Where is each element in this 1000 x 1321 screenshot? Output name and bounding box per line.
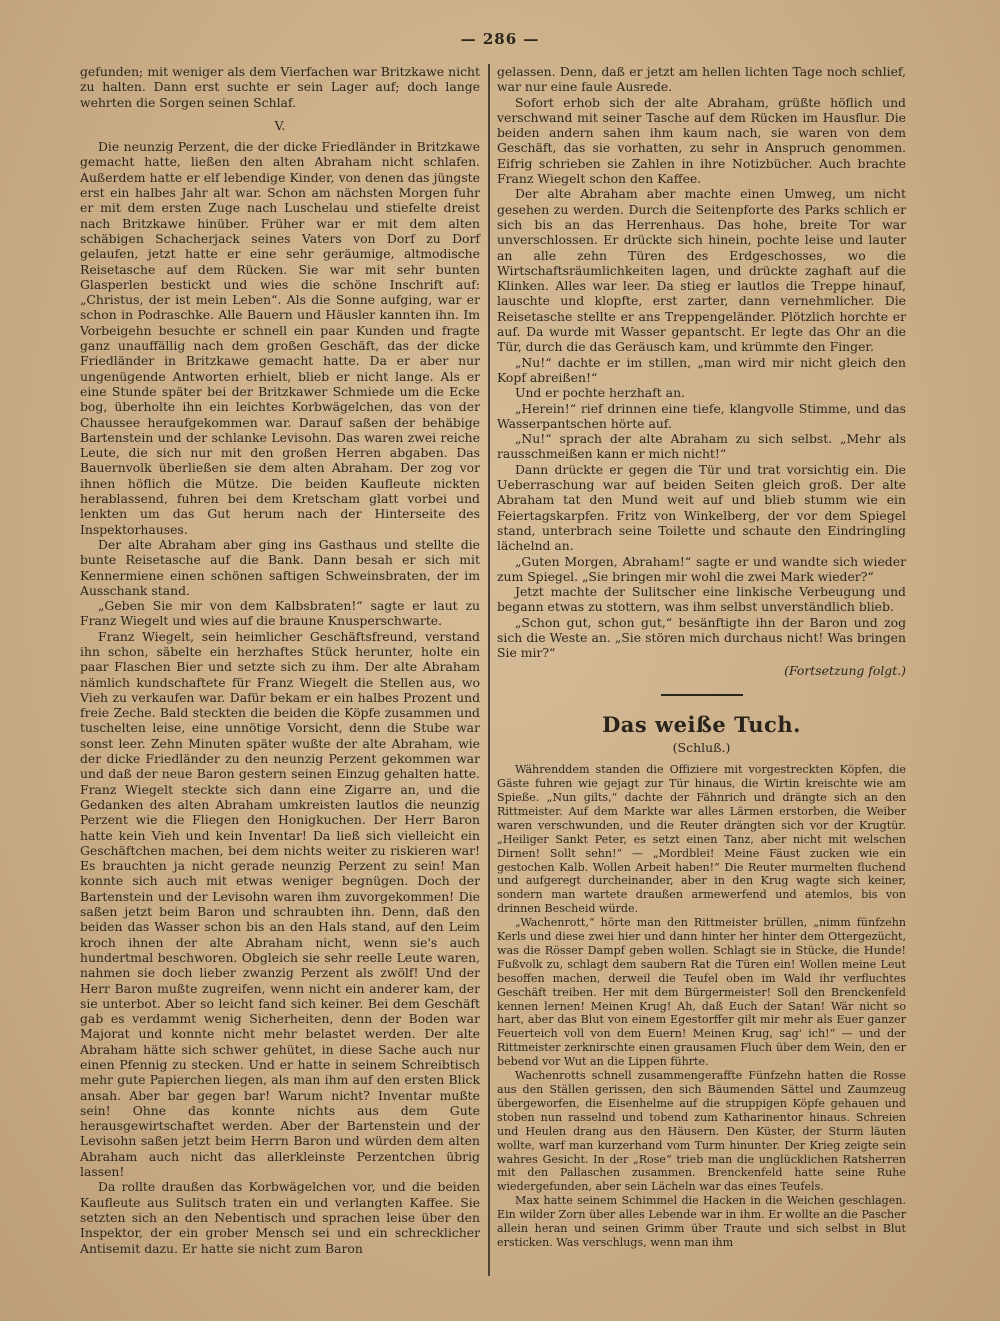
right-paragraph: Der alte Abraham aber machte einen Umweg, um nicht gesehen zu werden. Durch die Seitenpforte des Parks schlich er sich bis an das Herrenhaus. Das hohe, breite Tor war unverschlossen. Er drückte sich hinein, pochte leise und lauter an alle zehn Türen des Erdgeschosses, wo die Wirtschaftsräumlichkeiten lagen, und drückte zaghaft auf die Klinken. Alles war leer. Da stieg er lautlos die Treppe hinauf, lauschte und klopfte, erst zarter, dann vernehmlicher. Die Reisetasche stellte er ans Treppengeländer. Plötzlich horchte er auf. Da wurde mit Wasser gepantscht. Er legte das Ohr an die Tür, durch die das Geräusch kam, und krümmte den Finger.	[497, 186, 906, 355]
left-column	[80, 64, 480, 1256]
right-paragraph: „Herein!“ rief drinnen eine tiefe, klangvolle Stimme, und das Wasserpantschen hörte auf.	[497, 400, 906, 431]
story-paragraph: Max hatte seinem Schimmel die Hacken in die Weichen geschlagen. Ein wilder Zorn über alles Lebende war in ihm. Er wollte an die Pascher allein heran und seinen Grimm über Traute und sich selbst in Blut ersticken. Was verschlugs, wenn man ihm	[497, 1194, 906, 1249]
story-subtitle: (Schluß.)	[672, 739, 731, 755]
continuation-note: (Fortsetzung folgt.)	[784, 662, 906, 678]
section-heading: V.	[274, 117, 286, 133]
page-number: — 286 —	[460, 30, 540, 48]
left-paragraph: Da rollte draußen das Korbwägelchen vor, und die beiden Kaufleute aus Sulitsch traten ein und verlangten Kaffee. Sie setzten sich an den Nebentisch und sprachen leise über den Inspektor, der ein grober Mensch sei und ein schrecklicher Antisemit dazu. Er hatte sie nicht zum Baron	[80, 1179, 480, 1256]
story-body	[497, 763, 906, 1250]
right-column	[497, 64, 906, 1250]
right-paragraph: Dann drückte er gegen die Tür und trat vorsichtig ein. Die Ueberraschung war auf beiden Seiten gleich groß. Der alte Abraham tat den Mund weit auf und blieb stumm wie ein Feiertagskarpfen. Fritz von Winkelberg, der vor dem Spiegel stand, unterbrach seine Toilette und schaute den Eindringling lächelnd an.	[497, 461, 906, 554]
left-intro-paragraph: gefunden; mit weniger als dem Vierfachen war Britzkawe nicht zu halten. Dann erst suchte er sein Lager auf; doch lange wehrten die Sorgen seinen Schlaf.	[80, 64, 480, 110]
story-paragraph: Wachenrotts schnell zusammengeraffte Fünfzehn hatten die Rosse aus den Ställen gerissen, den sich Bäumenden Sättel und Zaumzeug übergeworfen, die Eisenhelme auf die struppigen Köpfe gehauen und stoben nun rasselnd und tobend zum Katharinentor hinaus. Schreien und Heulen drang aus den Häusern. Den Küster, der Sturm läuten wollte, warf man kurzerhand vom Turm hinunter. Der Krieg zeigte sein wahres Gesicht. In der „Rose“ trieb man die unglücklichen Ratsherren mit den Pallaschen zusammen. Brenckenfeld hatte seine Ruhe wiedergefunden, aber sein Lächeln war das eines Teufels.	[497, 1069, 906, 1194]
right-paragraph: „Nu!“ dachte er im stillen, „man wird mir nicht gleich den Kopf abreißen!“	[497, 354, 906, 385]
right-paragraph: Jetzt machte der Sulitscher eine linkische Verbeugung und begann etwas zu stottern, was ihm selbst unverständlich blieb.	[497, 584, 906, 615]
column-divider-rule	[488, 64, 490, 1276]
section-divider	[661, 694, 743, 696]
right-paragraph: „Nu!“ sprach der alte Abraham zu sich selbst. „Mehr als rausschmeißen kann er mich nicht!“	[497, 431, 906, 462]
right-paragraph: gelassen. Denn, daß er jetzt am hellen lichten Tage noch schlief, war nur eine faule Ausrede.	[497, 64, 906, 95]
right-paragraph: Sofort erhob sich der alte Abraham, grüßte höflich und verschwand mit seiner Tasche auf dem Rücken im Hausflur. Die beiden andern sahen ihm kaum nach, sie waren von dem Geschäft, das sie vorhatten, zu sehr in Anspruch genommen. Eifrig schrieben sie Zahlen in ihre Notizbücher. Auch brachte Franz Wiegelt schon den Kaffee.	[497, 94, 906, 187]
right-paragraph: „Schon gut, schon gut,“ besänftigte ihn der Baron und zog sich die Weste an. „Sie stören mich durchaus nicht! Was bringen Sie mir?“	[497, 614, 906, 661]
right-paragraph: Und er pochte herzhaft an.	[515, 385, 685, 401]
left-paragraph: Franz Wiegelt, sein heimlicher Geschäftsfreund, verstand ihn schon, säbelte ein herzhaftes Stück herunter, holte ein paar Flaschen Bier und setzte sich zu ihm. Der alte Abraham nämlich kundschaftete für Franz Wiegelt die Stellen aus, wo Vieh zu verkaufen war. Dafür bekam er ein halbes Prozent und freie Zeche. Bald steckten die beiden die Köpfe zusammen und tuschelten leise, eine unnötige Vorsicht, denn die Stube war sonst leer. Zehn Minuten später wußte der alte Abraham, wie der dicke Friedländer zu den neunzig Perzent gekommen war und daß der neue Baron gestern seinen Einzug gehalten hatte. Franz Wiegelt steckte sich dann eine Zigarre an, und die Gedanken des alten Abraham umkreisten lautlos die neunzig Perzent wie die Fliegen den Honigkuchen. Der Herr Baron hatte kein Vieh und kein Inventar! Da ließ sich vielleicht ein Geschäftchen machen, bei dem nichts weiter zu riskieren war! Es brauchten ja nicht gerade neunzig Perzent zu sein! Man konnte sich auch mit etwas weniger begnügen. Doch der Bartenstein und der Levisohn waren ihm zuvorgekommen! Die saßen jetzt beim Baron und schraubten ihn. Denn, daß den beiden das Wasser schon bis an den Hals stand, auf den Leim kroch ihnen der alte Abraham nicht, wenn sie's auch hundertmal beschworen. Obgleich sie sehr reelle Leute waren, nahmen sie doch lieber zwanzig Perzent als zwölf! Und der Herr Baron mußte zugreifen, wenn nicht ein anderer kam, der sie unterbot. Aber so leicht fand sich keiner. Bei dem Geschäft gab es verdammt wenig Sicherheiten, denn der Boden war Majorat und konnte nicht mehr belastet werden. Der alte Abraham hätte sich schwer gehütet, in diese Sache auch nur einen Pfennig zu stecken. Und er hatte in seinem Schreibtisch mehr gute Papierchen liegen, als man ihm auf den ersten Blick ansah. Aber bar gegen bar! Warum nicht? Inventar mußte sein! Ohne das konnte nichts aus dem Gute herausgewirtschaftet werden. Aber der Bartenstein und der Levisohn saßen jetzt beim Herrn Baron und würden dem alten Abraham auch nicht das allerkleinste Perzentchen übrig lassen!	[80, 628, 480, 1180]
left-paragraph: Die neunzig Perzent, die der dicke Friedländer in Britzkawe gemacht hatte, ließen den alten Abraham nicht schlafen. Außerdem hatte er elf lebendige Kinder, von denen das jüngste erst ein halbes Jahr alt war. Schon am nächsten Morgen fuhr er mit dem ersten Zuge nach Luschelau und stiefelte dreist nach Britzkawe hinüber. Früher war er mit dem alten schäbigen Schacherjack seines Vaters von Dorf zu Dorf gelaufen, jetzt hatte er eine sehr geräumige, altmodische Reisetasche auf dem Rücken. Sie war mit sehr bunten Glasperlen bestickt und wies die schöne Inschrift auf: „Christus, der ist mein Leben“. Als die Sonne aufging, war er schon in Podraschke. Alle Bauern und Häusler kannten ihn. Im Vorbeigehn besuchte er schnell ein paar Kunden und fragte ganz unauffällig nach dem großen Geschäft, das der dicke Friedländer in Britzkawe gemacht hatte. Da er aber nur ungenügende Antworten erhielt, blieb er nicht lange. Als er eine Stunde später bei der Britzkawer Schmiede um die Ecke bog, überholte ihn ein leichtes Korbwägelchen, das von der Chaussee heraufgekommen war. Darauf saßen der behäbige Bartenstein und der schlanke Levisohn. Das waren zwei reiche Leute, die sich nur mit den großen Herren abgaben. Das Bauernvolk überließen sie dem alten Abraham. Der zog vor ihnen höflich die Mütze. Die beiden Kaufleute nickten herablassend, fuhren bei dem Kretscham glatt vorbei und lenkten um das Gut herum nach der Hinterseite des Inspektorhauses.	[80, 139, 480, 537]
right-paragraph: „Guten Morgen, Abraham!“ sagte er und wandte sich wieder zum Spiegel. „Sie bringen mir wohl die zwei Mark wieder?“	[497, 553, 906, 584]
left-paragraph: „Geben Sie mir von dem Kalbsbraten!“ sagte er laut zu Franz Wiegelt und wies auf die braune Knusperschwarte.	[80, 598, 480, 629]
story-paragraph: „Wachenrott,“ hörte man den Rittmeister brüllen, „nimm fünfzehn Kerls und diese zwei hier und dann hinter her hinter dem Ottergezücht, was die Rösser Dampf geben wollen. Schlagt sie in Stücke, die Hunde! Fußvolk zu, schlagt dem saubern Rat die Türen ein! Wollen meine Leut besoffen machen, derweil die Teufel oben im Wald ihr verfluchtes Geschäft treiben. Her mit dem Bürgermeister! Soll den Brenckenfeld kennen lernen! Meinen Krug! Ah, daß Euch der Satan! Wär nicht so hart, aber das Blut von einem Egestorffer gilt mir mehr als Euer ganzer Feuerteich voll von dem Euern! Meinen Krug, sag' ich!“ — und der Rittmeister zerknirschte einen grausamen Fluch über dem Wein, den er bebend vor Wut an die Lippen führte.	[497, 916, 906, 1069]
story-paragraph: Währenddem standen die Offiziere mit vorgestreckten Köpfen, die Gäste fuhren wie gejagt zur Tür hinaus, die Wirtin kreischte wie am Spieße. „Nun gilts,“ dachte der Fähnrich und drängte sich an den Rittmeister. Auf dem Markte war alles Lärmen erstorben, die Weiber waren verschwunden, und die Reuter drängten sich vor der Krugtür. „Heiliger Sankt Peter, es setzt einen Tanz, aber nicht mit welschen Dirnen! Sollt sehn!“ — „Mordblei! Meine Fäust zucken wie ein gestochen Kalb. Wollen Arbeit haben!“ Die Reuter murmelten fluchend und aufgeregt durcheinander, aber in den Krug wagte sich keiner, sondern man wartete draußen armewerfend und atemlos, bis von drinnen Bescheid würde.	[497, 763, 906, 916]
left-paragraph: Der alte Abraham aber ging ins Gasthaus und stellte die bunte Reisetasche auf die Bank. Dann besah er sich mit Kennermiene einen schönen saftigen Schweinsbraten, der im Ausschank stand.	[80, 536, 480, 598]
story-title: Das weiße Tuch.	[602, 711, 801, 737]
